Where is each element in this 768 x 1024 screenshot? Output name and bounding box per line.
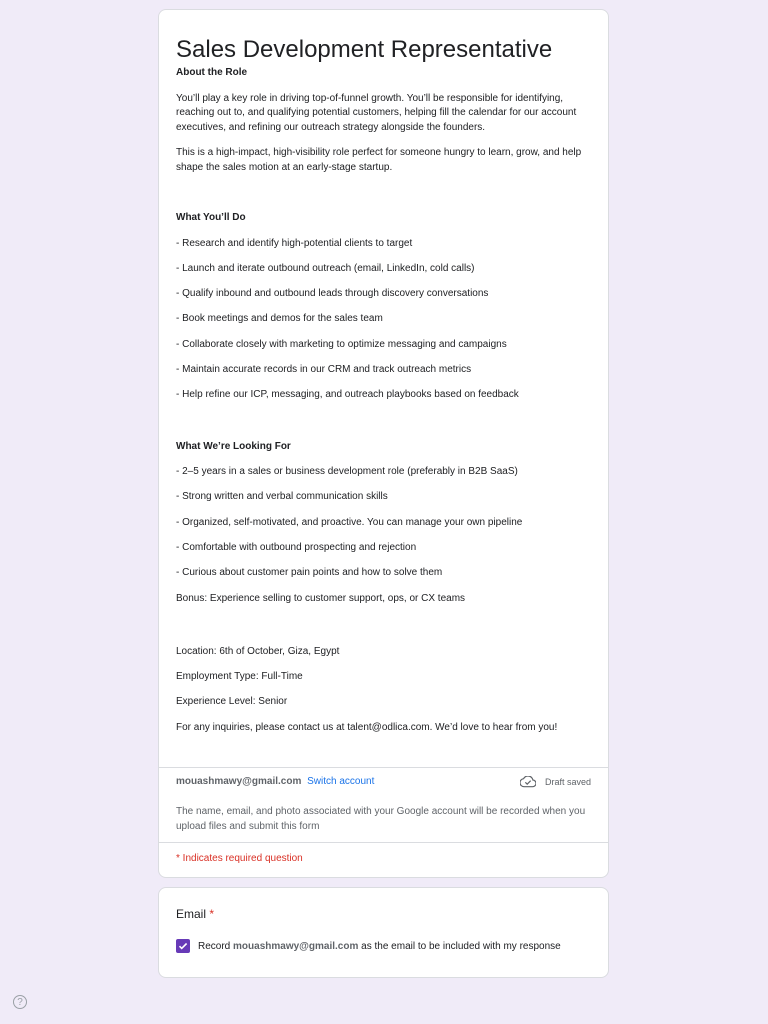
email-question-card [158,887,609,978]
list-item: - Organized, self-motivated, and proactive. You can manage your own pipeline [176,516,523,528]
divider [159,842,608,843]
list-item: - Qualify inbound and outbound leads through discovery conversations [176,288,489,300]
record-suffix: as the email to be included with my response [361,940,561,952]
help-icon: ? [17,996,23,1008]
experience-level-text: Experience Level: Senior [176,696,288,708]
privacy-notice: The name, email, and photo associated with your Google account will be recorded when you upload files and submit this form [176,806,586,832]
form-title: Sales Development Representative [176,36,553,63]
list-item: - Curious about customer pain points and how to solve them [176,567,443,579]
required-asterisk: * [209,907,215,921]
record-email-option[interactable] [176,939,561,953]
list-item: - Book meetings and demos for the sales team [176,313,383,325]
form-description [176,66,596,746]
looking-for-heading: What We’re Looking For [176,440,291,452]
help-button[interactable] [13,995,27,1009]
switch-account-link[interactable]: Switch account [307,776,375,787]
list-item: - 2–5 years in a sales or business development role (preferably in B2B SaaS) [176,466,518,478]
account-row [176,776,591,787]
question-title-text: Email [176,907,207,921]
list-item: - Collaborate closely with marketing to optimize messaging and campaigns [176,338,507,350]
list-item: Bonus: Experience selling to customer support, ops, or CX teams [176,592,466,604]
list-item: - Strong written and verbal communication skills [176,491,388,503]
list-item: - Research and identify high-potential clients to target [176,237,413,249]
form-header-card [158,9,609,878]
location-text: Location: 6th of October, Giza, Egypt [176,645,340,657]
contact-text: For any inquiries, please contact us at talent@odlica.com. We’d love to hear from you! [176,721,558,733]
required-note: * Indicates required question [176,853,303,864]
list-item: - Launch and iterate outbound outreach (email, LinkedIn, cold calls) [176,262,475,274]
checkmark-icon [178,941,188,951]
draft-status-label: Draft saved [544,777,591,787]
about-heading: About the Role [176,67,248,78]
do-heading: What You’ll Do [176,212,246,223]
divider [159,767,608,768]
record-email: mouashmawy@gmail.com [233,940,359,952]
record-email-checkbox[interactable] [176,939,190,953]
record-prefix: Record [198,940,231,952]
about-paragraph-1: You’ll play a key role in driving top-of-funnel growth. You’ll be responsible for identifying, reaching out to, and qualifying potential customers, helping fill the calendar for our account executives, and refining our outreach strategy alongside the founders. [176,92,577,133]
list-item: - Maintain accurate records in our CRM and track outreach metrics [176,363,472,375]
account-email: mouashmawy@gmail.com [176,776,302,787]
about-paragraph-2: This is a high-impact, high-visibility role perfect for someone hungry to learn, grow, and help shape the sales motion at an early-stage startup. [176,147,582,173]
employment-type-text: Employment Type: Full-Time [176,671,303,683]
question-title [176,907,214,921]
list-item: - Help refine our ICP, messaging, and outreach playbooks based on feedback [176,389,519,401]
draft-status [520,776,591,788]
list-item: - Comfortable with outbound prospecting and rejection [176,541,417,553]
cloud-done-icon [520,776,536,788]
